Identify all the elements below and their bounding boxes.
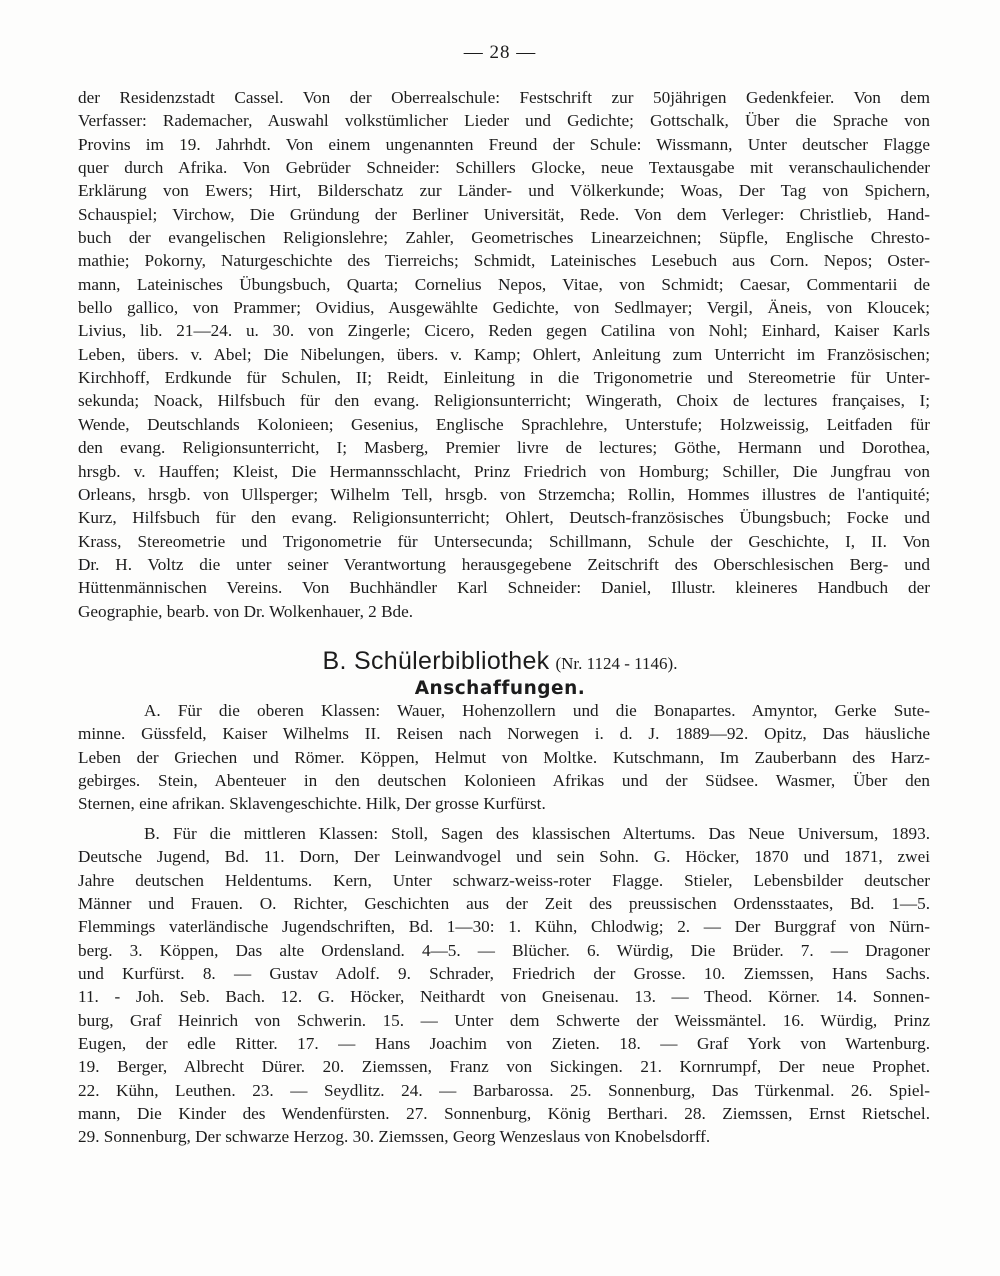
text-line: A. Für die oberen Klassen: Wauer, Hohenzollern und die Bonapartes. Amyntor, Gerke Sute- [144, 701, 930, 720]
text-line: Geographie, bearb. von Dr. Wolkenhauer, 2 Bde. [78, 601, 414, 621]
text-line: Erklärung von Ewers; Hirt, Bilderschatz zur Länder- und Völkerkunde; Woas, Der Tag von Spichern, [78, 181, 930, 201]
paragraph-upper-classes [78, 699, 930, 816]
text-line: Jahre deutschen Heldentums. Kern, Unter schwarz-weiss-roter Flagge. Stieler, Lebensbilder deutscher [78, 870, 930, 890]
text-line: Orleans, hrsgb. von Ullsperger; Wilhelm Tell, hrsgb. von Strzemcha; Rollin, Hommes illustres de l'antiquité; [78, 484, 930, 504]
text-line: gebirges. Stein, Abenteuer in den deutschen Kolonieen Afrikas und der Südsee. Wasmer, Über den [78, 771, 930, 791]
text-line: mann, Die Kinder des Wendenfürsten. 27. Sonnenburg, König Berthari. 28. Ziemssen, Ernst Rietschel. [78, 1104, 930, 1124]
text-line: Kurz, Hilfsbuch für den evang. Religionsunterricht; Ohlert, Deutsch-französisches Übungsbuch; Focke und [78, 508, 930, 528]
text-line: minne. Güssfeld, Kaiser Wilhelms II. Reisen nach Norwegen i. d. J. 1889—92. Opitz, Das häusliche [78, 724, 930, 744]
text-line: sekunda; Noack, Hilfsbuch für den evang. Religionsunterricht; Wingerath, Choix de lectures françaises, I; [78, 391, 930, 411]
text-line: quer durch Afrika. Von Gebrüder Schneider: Schillers Glocke, neue Textausgabe mit veranschaulichender [78, 158, 930, 178]
text-line: hrsgb. v. Hauffen; Kleist, Die Hermannsschlacht, Prinz Friedrich von Homburg; Schiller, Die Jungfrau von [78, 461, 930, 481]
text-line: Kirchhoff, Erdkunde für Schulen, II; Reidt, Einleitung in die Trigonometrie und Stereometrie für Unter- [78, 368, 930, 388]
text-line: Verfasser: Rademacher, Auswahl volkstümlicher Lieder und Gedichte; Gottschalk, Über die Sprache von [78, 111, 930, 131]
text-line: Schauspiel; Virchow, Die Gründung der Berliner Universität, Rede. Von dem Verleger: Christlieb, Hand- [78, 204, 930, 224]
text-line: B. Für die mittleren Klassen: Stoll, Sagen des klassischen Altertums. Das Neue Universum, 1893. [144, 824, 930, 843]
text-line: berg. 3. Köppen, Das alte Ordensland. 4—5. — Blücher. 6. Würdig, Die Brüder. 7. — Dragoner [78, 940, 930, 960]
text-line: Eugen, der edle Ritter. 17. — Hans Joachim von Zieten. 18. — Graf York von Wartenburg. [78, 1034, 930, 1054]
text-line: den evang. Religionsunterricht, I; Masberg, Premier livre de lectures; Göthe, Hermann und Dorothea, [78, 438, 930, 458]
text-line: der Residenzstadt Cassel. Von der Oberrealschule: Festschrift zur 50jährigen Gedenkfeier. Von dem [78, 88, 930, 107]
text-line: 29. Sonnenburg, Der schwarze Herzog. 30. Ziemssen, Georg Wenzeslaus von Knobelsdorff. [78, 1127, 711, 1147]
text-line: 19. Berger, Albrecht Dürer. 20. Ziemssen, Franz von Sickingen. 21. Kornrumpf, Der neue Prophet. [78, 1057, 930, 1077]
text-line: Krass, Stereometrie und Trigonometrie für Untersecunda; Schillmann, Schule der Geschichte, I, II. Von [78, 531, 930, 551]
text-line: burg, Graf Heinrich von Schwerin. 15. — Unter dem Schwerte der Weissmäntel. 16. Würdig, Prinz [78, 1010, 930, 1030]
text-line: 22. Kühn, Leuthen. 23. — Seydlitz. 24. — Barbarossa. 25. Sonnenburg, Das Türkenmal. 26. Spiel- [78, 1080, 930, 1100]
text-line: Wende, Deutschlands Kolonieen; Gesenius, Englische Sprachlehre, Unterstufe; Holzweissig, Leitfaden für [78, 414, 930, 434]
subheading-anschaffungen: Anschaffungen. [414, 678, 586, 699]
text-line: Leben, übers. v. Abel; Die Nibelungen, übers. v. Kamp; Ohlert, Anleitung zum Unterricht im Französischen; [78, 344, 930, 364]
text-line: 11. - Joh. Seb. Bach. 12. G. Höcker, Neithardt von Gneisenau. 13. — Theod. Körner. 14. Sonnen- [78, 987, 930, 1007]
text-line: Hüttenmännischen Vereins. Von Buchhändler Karl Schneider: Daniel, Illustr. kleineres Handbuch der [78, 578, 930, 598]
section-title: B. Schülerbibliothek [322, 647, 550, 675]
section-range: (Nr. 1124 - 1146). [555, 654, 678, 673]
text-line: Sternen, eine afrikan. Sklavengeschichte. Hilk, Der grosse Kurfürst. [78, 794, 546, 814]
text-line: und Kurfürst. 8. — Gustav Adolf. 9. Schrader, Friedrich der Grosse. 10. Ziemssen, Hans Sachs. [78, 964, 930, 984]
paragraph-donations [78, 86, 930, 623]
text-line: Leben der Griechen und Römer. Köppen, Helmut von Moltke. Kutschmann, Im Zauberbann des Harz- [78, 747, 930, 767]
text-line: Männer und Frauen. O. Richter, Geschichten aus der Zeit des preussischen Ordensstaates, Bd. 1—5. [78, 894, 930, 914]
text-line: Dr. H. Voltz die unter seiner Verantwortung herausgegebene Zeitschrift des Oberschlesischen Berg- und [78, 554, 930, 574]
text-line: mann, Lateinisches Übungsbuch, Quarta; Cornelius Nepos, Vitae, von Schmidt; Caesar, Commentarii de [78, 274, 930, 294]
text-line: Deutsche Jugend, Bd. 11. Dorn, Der Leinwandvogel und sein Sohn. G. Höcker, 1870 und 1871, zwei [78, 847, 930, 867]
text-line: bello gallico, von Prammer; Ovidius, Ausgewählte Gedichte, von Sedlmayer; Vergil, Äneis, von Kloucek; [78, 298, 930, 318]
text-line: mathie; Pokorny, Naturgeschichte des Tierreichs; Schmidt, Lateinisches Lesebuch aus Corn. Nepos; Oster- [78, 251, 930, 271]
section-heading-schuelerbibliothek [0, 647, 1000, 676]
text-line: Livius, lib. 21—24. u. 30. von Zingerle; Cicero, Reden gegen Catilina von Nohl; Einhard, Kaiser Karls [78, 321, 930, 341]
text-line: buch der evangelischen Religionslehre; Zahler, Geometrisches Linearzeichnen; Süpfle, Englische Chresto- [78, 228, 930, 248]
text-line: Provins im 19. Jahrhdt. Von einem ungenannten Freund der Schule: Wissmann, Unter deutscher Flagge [78, 134, 930, 154]
page-number: — 28 — [463, 42, 537, 63]
paragraph-middle-classes [78, 822, 930, 1149]
text-line: Flemmings vaterländische Jugendschriften, Bd. 1—30: 1. Kühn, Chlodwig; 2. — Der Burggraf von Nürn- [78, 917, 930, 937]
